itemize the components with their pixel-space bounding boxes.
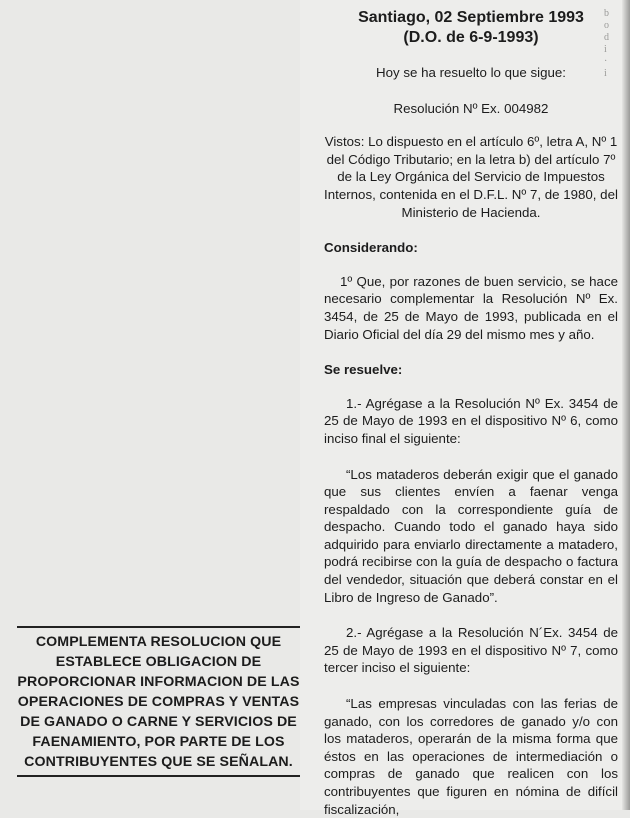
quote-2-paragraph: “Las empresas vinculadas con las ferias de ganado, con los corredores de ganado y/o con los mataderos, operarán de la misma forma que éstos en las operaciones de intermediación o compras de ganado que realicen con los contribuyentes que figuren en nómina de difícil fiscalización, [324, 696, 618, 817]
item-2-paragraph: 2.- Agrégase a la Resolución N´Ex. 3454 de 25 de Mayo de 1993 en el dispositivo Nº 7, como tercer inciso el siguiente: [324, 625, 618, 676]
intro-line: Hoy se ha resuelto lo que sigue: [376, 65, 566, 80]
resolution-number: Resolución Nº Ex. 004982 [393, 100, 549, 116]
summary-line: COMPLEMENTA RESOLUCION QUE [35, 634, 282, 650]
summary-line: CONTRIBUYENTES QUE SE SEÑALAN. [24, 754, 293, 770]
summary-line: FAENAMIENTO, POR PARTE DE LOS [32, 734, 285, 750]
header-publication: (D.O. de 6-9-1993) [403, 29, 539, 46]
header-date: Santiago, 02 Septiembre 1993 [358, 9, 584, 26]
summary-line: ESTABLECE OBLIGACION DE [55, 654, 262, 670]
item-1-paragraph: 1.- Agrégase a la Resolución Nº Ex. 3454 de 25 de Mayo de 1993 en el dispositivo Nº 6, como inciso final el siguiente: [324, 395, 618, 446]
quote-1-paragraph: “Los mataderos deberán exigir que el ganado que sus clientes envíen a faenar venga respaldado con la correspondiente guía de despacho. Cuando todo el ganado haya sido adquirido para enviarlo directamente a matadero, podrá recibirse con la guía de despacho o factura del vendedor, situación que deberá constar en el Libro de Ingreso de Ganado”. [324, 466, 618, 605]
considerando-paragraph: 1º Que, por razones de buen servicio, se hace necesario complementar la Resolución Nº Ex. 3454, de 25 de Mayo de 1993, publicada en el Diario Oficial del día 29 del mismo mes y año. [324, 273, 618, 342]
summary-box [17, 626, 300, 777]
margin-marks: b o d i · i [604, 8, 609, 79]
summary-line: PROPORCIONAR INFORMACION DE LAS [17, 674, 300, 690]
considerando-heading: Considerando: [324, 240, 418, 256]
vistos-paragraph: Vistos: Lo dispuesto en el artículo 6º, letra A, Nº 1 del Código Tributario; en la letra b) del artículo 7º de la Ley Orgánica del Servicio de Impuestos Internos, contenida en el D.F.L. Nº 7, de 1980, del Ministerio de Hacienda. [324, 134, 618, 220]
page-edge-shadow [622, 0, 630, 810]
summary-line: DE GANADO O CARNE Y SERVICIOS DE [20, 714, 297, 730]
summary-line: OPERACIONES DE COMPRAS Y VENTAS [17, 694, 300, 710]
resolution-column [324, 0, 618, 818]
se-resuelve-heading: Se resuelve: [324, 362, 403, 378]
